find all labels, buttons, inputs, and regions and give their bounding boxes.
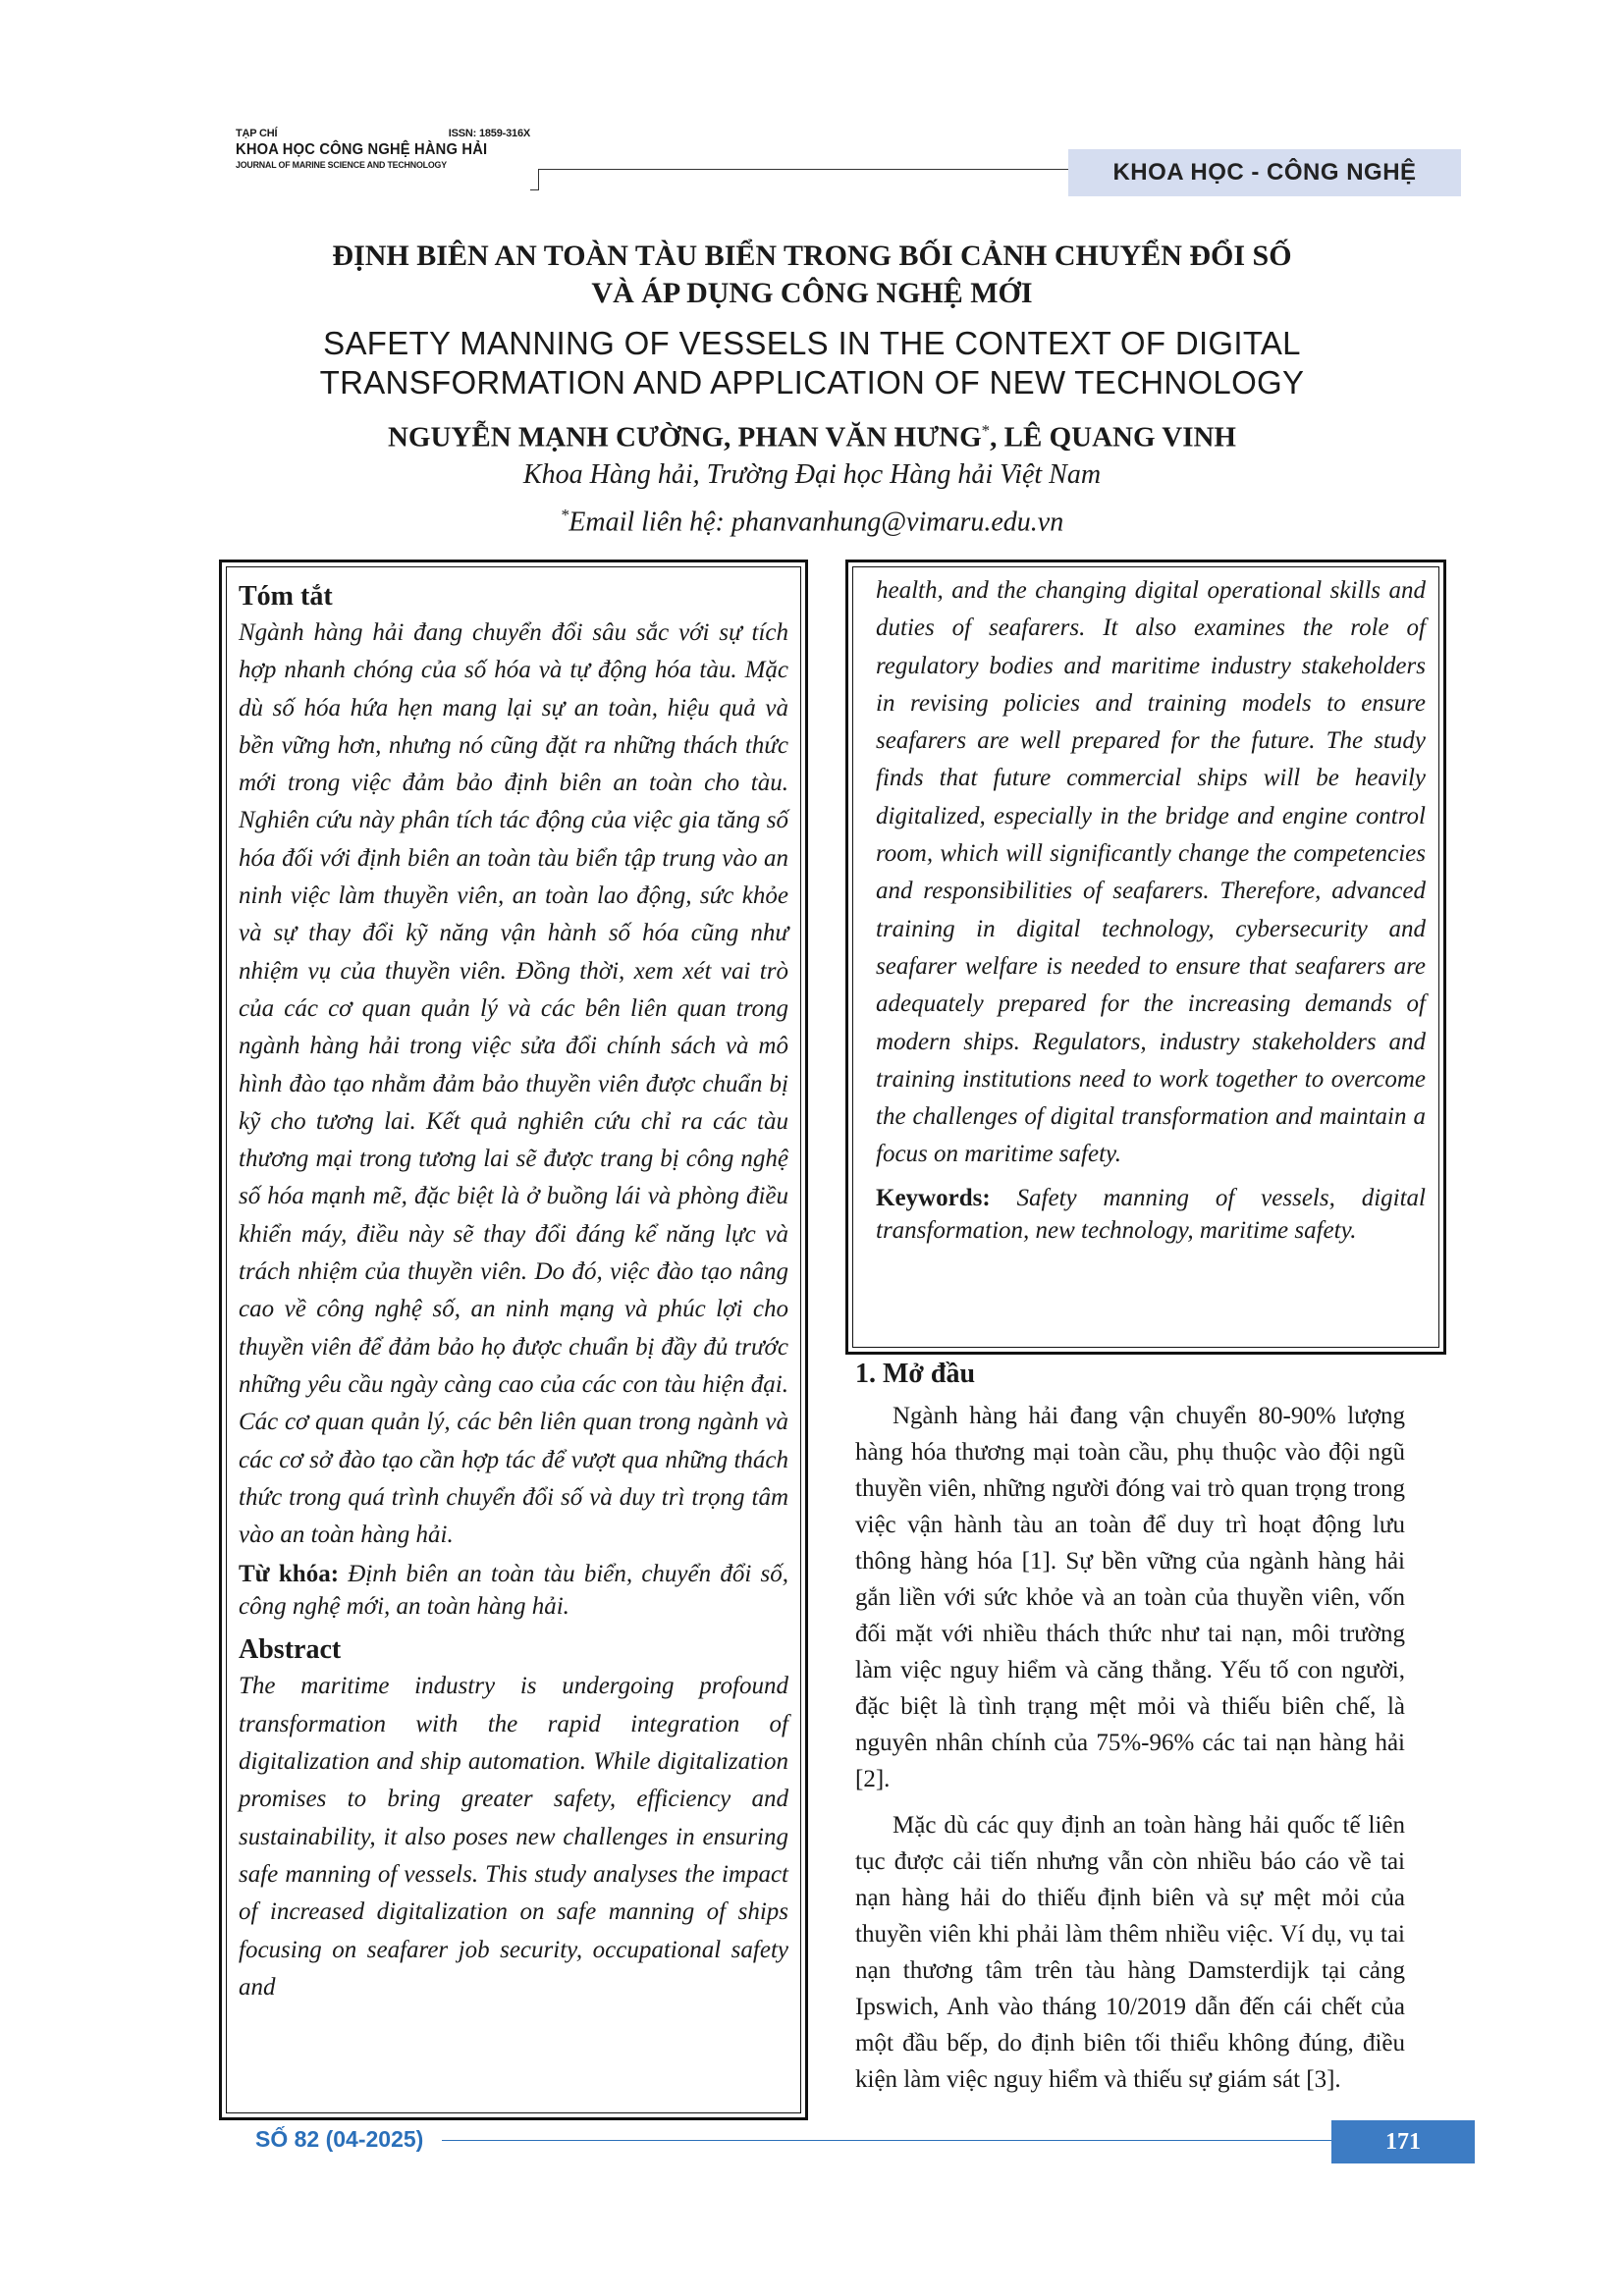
abstract-left-column [239,579,788,2006]
email-mark: * [560,506,569,524]
section-introduction [855,1357,1405,2098]
authors-part2: , LÊ QUANG VINH [990,421,1236,454]
abstract-vi-heading: Tóm tắt [239,581,333,612]
journal-name: KHOA HỌC CÔNG NGHỆ HÀNG HẢI [236,141,488,158]
journal-name-en: JOURNAL OF MARINE SCIENCE AND TECHNOLOGY [236,160,447,171]
keywords-vi: Từ khóa: Định biên an toàn tàu biển, chuyển đổi số, công nghệ mới, an toàn hàng hải. [239,1561,788,1621]
section-heading: 1. Mở đầu [855,1359,976,1389]
journal-prefix: TẠP CHÍ [236,128,278,139]
affiliation: Khoa Hàng hải, Trường Đại học Hàng hải Việt Nam [522,459,1102,490]
issue-label: SỐ 82 (04-2025) [255,2126,424,2152]
abstract-en-text-part2: health, and the changing digital operational skills and duties of seafarers. It also examines the role of regulatory bodies and maritime industry stakeholders in revising policies and training models to ensure seafarers are well prepared for the future. The study finds that future commercial ships will be heavily digitalized, especially in the bridge and engine control room, which will significantly change the competencies and responsibilities of seafarers. Therefore, advanced training in digital technology, cybersecurity and seafarer welfare is needed to ensure that seafarers are adequately prepared for the increasing demands of modern ships. Regulators, industry stakeholders and training institutions need to work together to overcome the challenges of digital transformation and maintain a focus on maritime safety. [876,577,1426,1168]
title-vi-line2: VÀ ÁP DỤNG CÔNG NGHỆ MỚI [591,277,1033,309]
contact-email [147,498,1477,540]
header-rule [538,169,1068,170]
title-en-line1: SAFETY MANNING OF VESSELS IN THE CONTEXT OF DIGITAL [323,325,1301,361]
keywords-en-text: Safety manning of vessels, digital transformation, new technology, maritime safety. [876,1184,1427,1244]
keywords-vi-text: Định biên an toàn tàu biển, chuyển đổi số, công nghệ mới, an toàn hàng hải. [239,1561,788,1621]
journal-masthead [236,128,530,171]
issn: ISSN: 1859-316X [448,128,530,139]
keywords-en: Keywords: Safety manning of vessels, digital transformation, new technology, maritime safety. [876,1184,1427,1244]
title-vi [147,238,1477,312]
footer-rule [442,2140,1331,2141]
header-rule-tick [538,169,539,190]
corresponding-mark: * [981,421,991,440]
keywords-en-label: Keywords [876,1184,983,1211]
abstract-vi-text: Ngành hàng hải đang chuyển đổi sâu sắc với sự tích hợp nhanh chóng của số hóa và tự động hóa tàu. Mặc dù số hóa hứa hẹn mang lại sự an toàn, hiệu quả và bền vững hơn, nhưng nó cũng đặt ra những thách thức mới trong việc đảm bảo định biên an toàn cho tàu. Nghiên cứu này phân tích tác động của việc gia tăng số hóa đối với định biên an toàn tàu biển tập trung vào an ninh việc làm thuyền viên, an toàn lao động, sức khỏe và sự thay đổi kỹ năng vận hành số hóa cũng như nhiệm vụ của thuyền viên. Đồng thời, xem xét vai trò của các cơ quan quản lý và các bên liên quan trong ngành hàng hải trong việc sửa đổi chính sách và mô hình đào tạo nhằm đảm bảo thuyền viên được chuẩn bị kỹ cho tương lai. Kết quả nghiên cứu chỉ ra các tàu thương mại trong tương lai sẽ được trang bị công nghệ số hóa mạnh mẽ, đặc biệt là ở buồng lái và phòng điều khiển máy, điều này sẽ thay đổi đáng kể năng lực và trách nhiệm của thuyền viên. Do đó, việc đào tạo nâng cao về công nghệ số, an ninh mạng và phúc lợi cho thuyền viên để đảm bảo họ được chuẩn bị đầy đủ trước những yêu cầu ngày càng cao của các con tàu hiện đại. Các cơ quan quản lý, các bên liên quan trong ngành và các cơ sở đào tạo cần hợp tác để vượt qua những thách thức trong quá trình chuyển đổi số và duy trì trọng tâm vào an toàn hàng hải. [239,619,788,1549]
authors-part1: NGUYỄN MẠNH CƯỜNG, PHAN VĂN HƯNG [387,421,982,454]
authors [147,413,1477,455]
title-en-line2: TRANSFORMATION AND APPLICATION OF NEW TECHNOLOGY [319,364,1305,400]
title-vi-line1: ĐỊNH BIÊN AN TOÀN TÀU BIỂN TRONG BỐI CẢNH CHUYỂN ĐỔI SỐ [332,240,1292,272]
section-badge: KHOA HỌC - CÔNG NGHỆ [1068,149,1461,196]
title-en [147,324,1477,402]
email-text: Email liên hệ: phanvanhung@vimaru.edu.vn [568,507,1064,538]
abstract-en-text-part1: The maritime industry is undergoing profound transformation with the rapid integration of digitalization and ship automation. While digitalization promises to bring greater safety, efficiency and sustainability, it also poses new challenges in ensuring safe manning of vessels. This study analyses the impact of increased digitalization on safe manning of ships focusing on seafarer job security, occupational safety and [239,1673,788,2001]
header-rule-foot [530,189,539,190]
keywords-vi-label: Từ khóa [239,1561,331,1588]
abstract-right-column [876,572,1426,1247]
intro-paragraph-2: Mặc dù các quy định an toàn hàng hải quốc tế liên tục được cải tiến nhưng vẫn còn nhiều báo cáo về tai nạn hàng hải do thiếu định biên và sự mệt mỏi của thuyền viên khi phải làm thêm nhiều việc. Ví dụ, vụ tai nạn thương tâm trên tàu hàng Damsterdijk tại cảng Ipswich, Anh vào tháng 10/2019 dẫn đến cái chết của một đầu bếp, do định biên tối thiểu không đúng, điều kiện làm việc nguy hiểm và thiếu sự giám sát [3]. [855,1812,1405,2093]
abstract-en-heading: Abstract [239,1634,342,1666]
page-number: 171 [1331,2120,1475,2163]
intro-paragraph-1: Ngành hàng hải đang vận chuyển 80-90% lượng hàng hóa thương mại toàn cầu, phụ thuộc vào đội ngũ thuyền viên, những người đóng vai trò quan trọng trong việc vận hành tàu an toàn để duy trì hoạt động lưu thông hàng hóa [1]. Sự bền vững của ngành hàng hải gắn liền với sức khỏe và an toàn của thuyền viên, vốn đối mặt với nhiều thách thức như tai nạn, môi trường làm việc nguy hiểm và căng thẳng. Yếu tố con người, đặc biệt là tình trạng mệt mỏi và thiếu biên chế, là nguyên nhân chính của 75%-96% các tai nạn hàng hải [2]. [855,1403,1405,1792]
